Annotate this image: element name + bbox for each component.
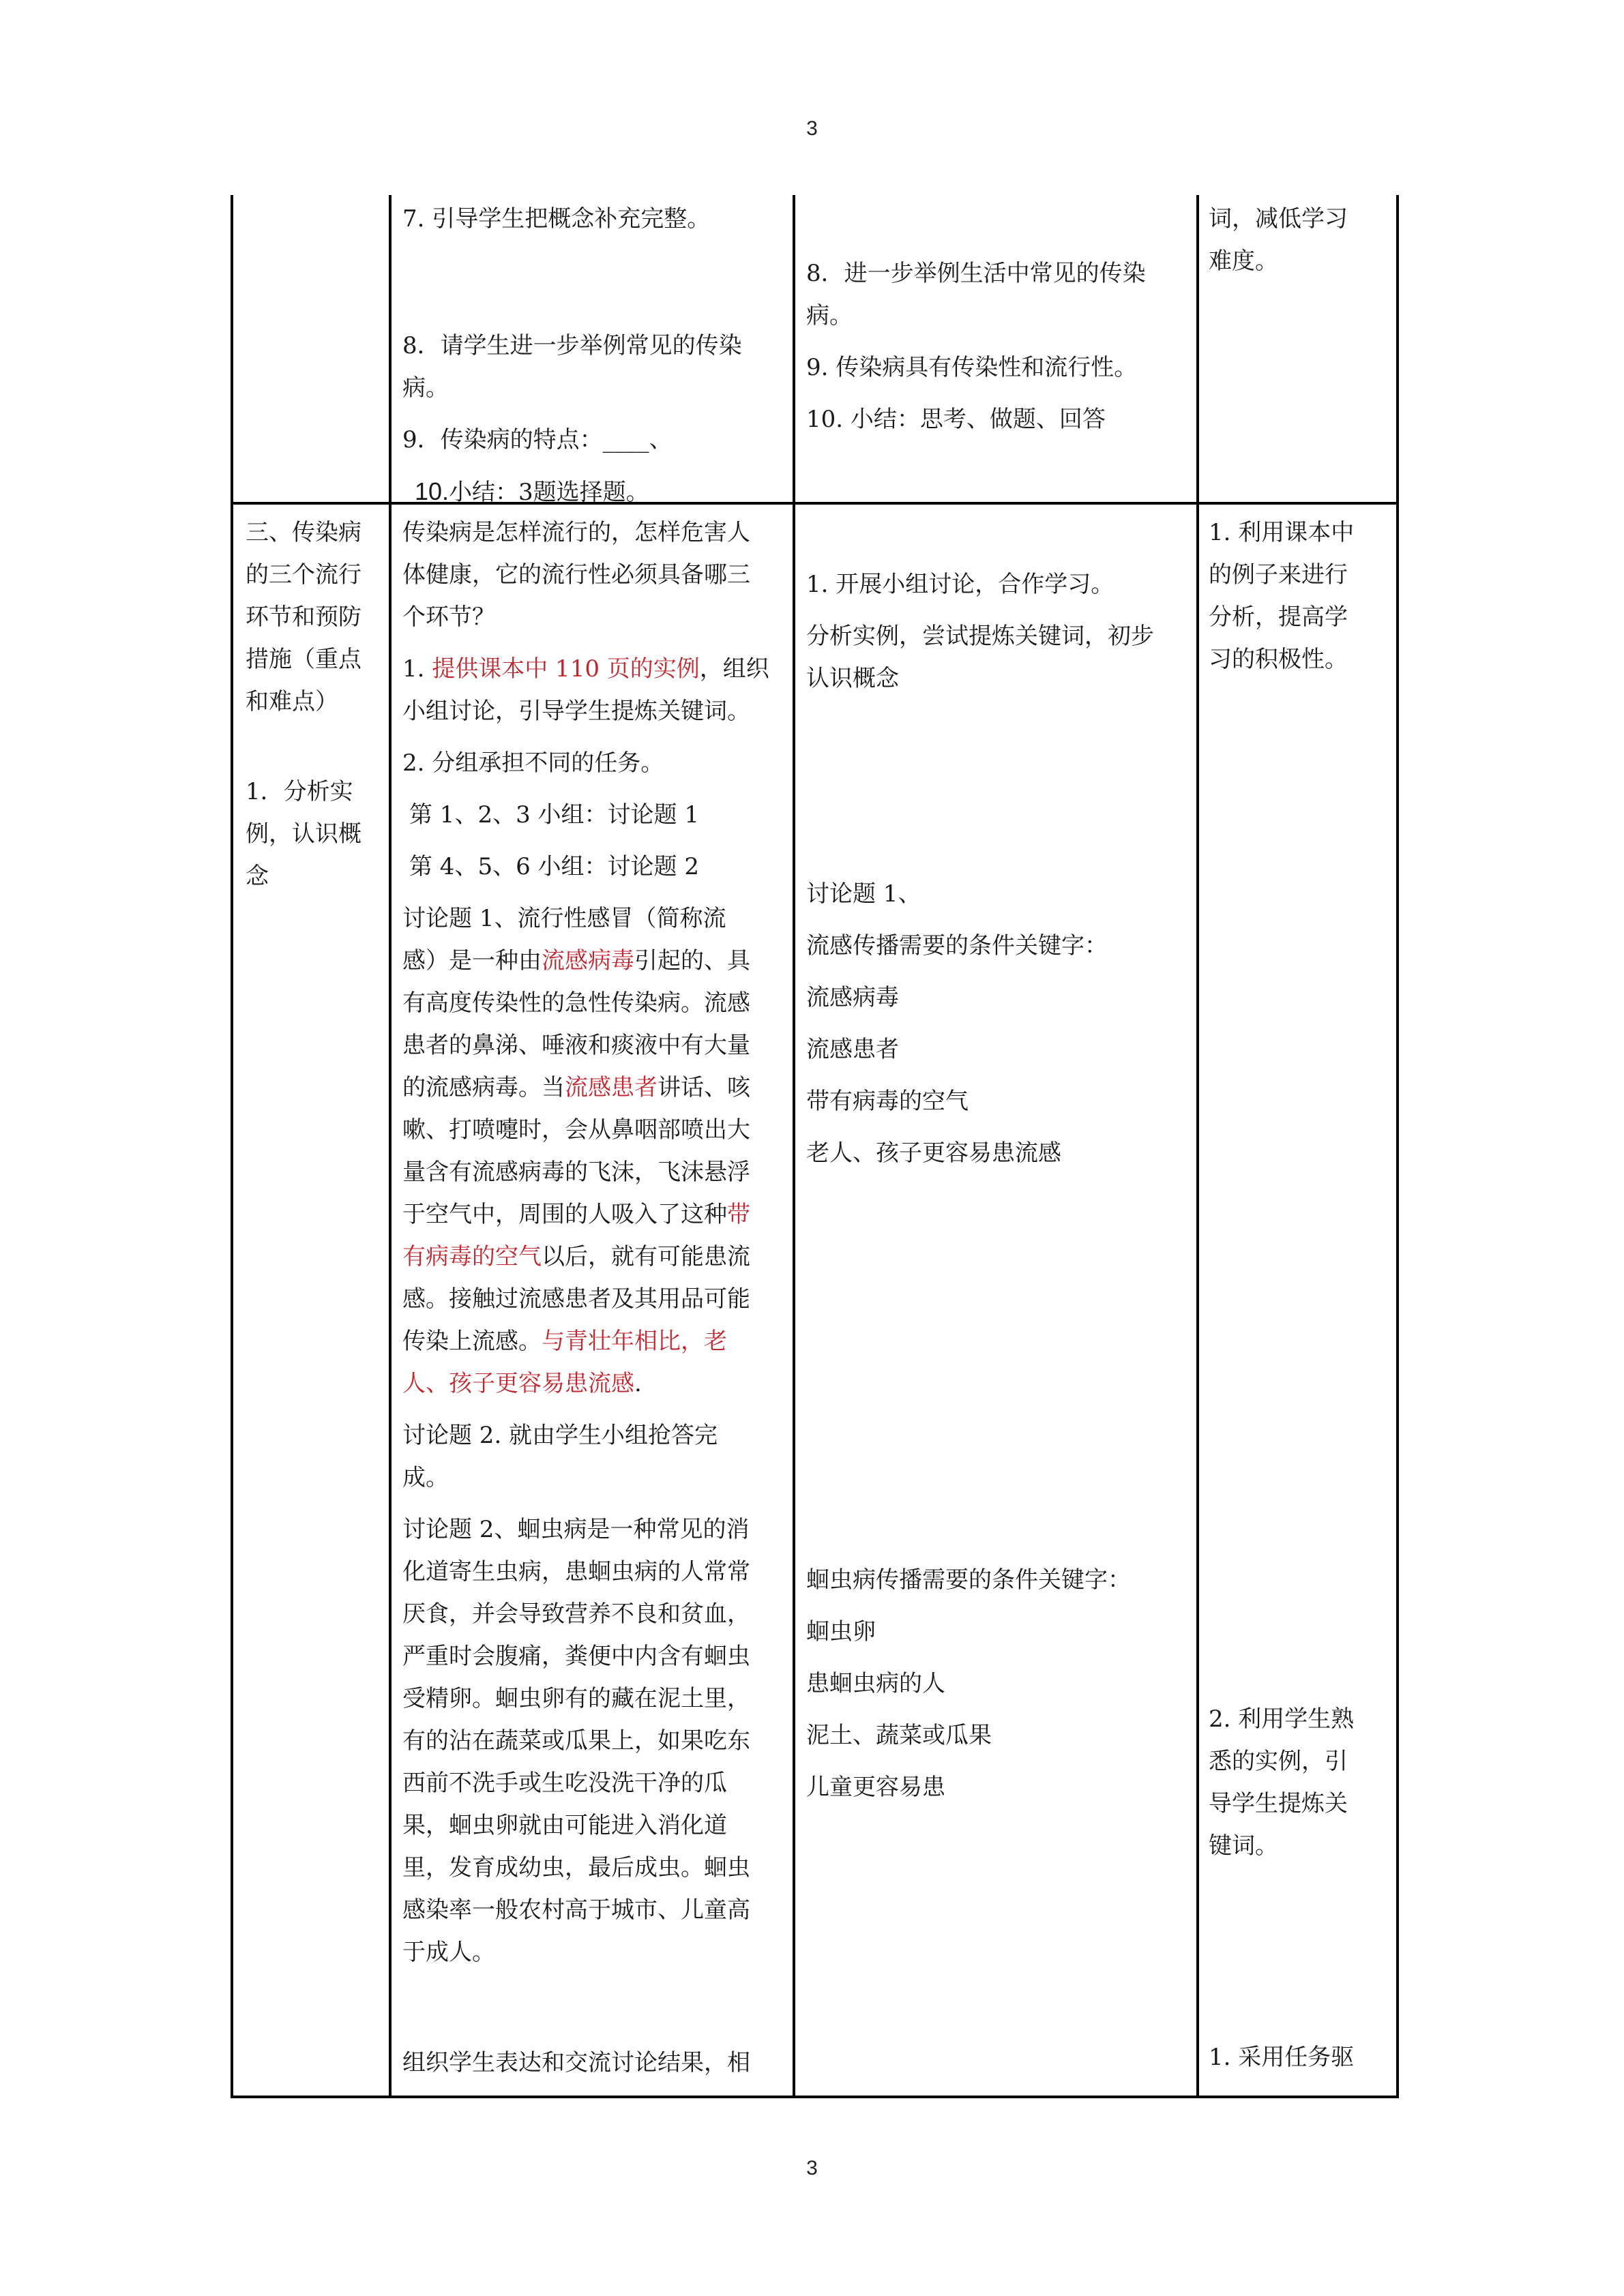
highlight-text: 带	[727, 1201, 750, 1228]
row2-student-cell-a	[806, 563, 1188, 700]
row2-intent-cell-b	[1209, 1698, 1393, 1867]
highlight-text: 与青壮年相比，老	[542, 1328, 727, 1355]
text-line: 习的积极性。	[1209, 646, 1348, 673]
text-line	[402, 1362, 784, 1405]
section-title-line: 的三个流行	[246, 561, 361, 588]
row2-intent-cell-c	[1209, 2036, 1393, 2078]
row2-student-cell-b	[806, 873, 1188, 1174]
text-line: 组织学生表达和交流讨论结果，相	[402, 2049, 750, 2076]
text-line: 8．请学生进一步举例常见的传染	[402, 332, 742, 359]
text-line: 7. 引导学生把概念补充完整。	[402, 205, 711, 233]
text-line: 蛔虫卵	[806, 1618, 876, 1645]
text-line: 化道寄生虫病，患蛔虫病的人常常	[402, 1558, 750, 1585]
text-line: 带有病毒的空气	[806, 1088, 969, 1115]
row1-intent-cell	[1209, 198, 1393, 282]
text-line: 8．进一步举例生活中常见的传染	[806, 260, 1146, 287]
text-line: 小组讨论，引导学生提炼关键词。	[402, 698, 750, 725]
highlight-text: 人、孩子更容易患流感	[402, 1370, 634, 1397]
text-line: 个环节？	[402, 603, 495, 631]
text-line: 体健康，它的流行性必须具备哪三	[402, 561, 750, 588]
text-line: 病。	[806, 302, 853, 329]
highlight-text: 有病毒的空气	[402, 1243, 542, 1270]
table-divider-3	[1196, 195, 1199, 2098]
text-line	[402, 1236, 784, 1278]
text-line: 认识概念	[806, 665, 899, 692]
text-span: 传染上流感。	[402, 1328, 542, 1355]
item-text: 小结：3题选择题。	[449, 479, 649, 506]
text-line: 嗽、打喷嚏时，会从鼻咽部喷出大	[402, 1116, 750, 1144]
section-title-line: 环节和预防	[246, 603, 361, 631]
text-line: 难度。	[1209, 248, 1278, 275]
text-line: 讨论题 2. 就由学生小组抢答完	[402, 1422, 718, 1449]
text-line: 导学生提炼关	[1209, 1790, 1348, 1817]
text-line: 分析，提高学	[1209, 603, 1348, 631]
text-line: 9．传染病的特点：____、	[402, 426, 673, 453]
subsection-line: 1．分析实	[246, 778, 353, 805]
text-line: 2. 分组承担不同的任务。	[402, 749, 664, 777]
text-line	[402, 648, 784, 690]
table-border-right	[1396, 195, 1399, 2098]
text-span: 感）是一种由	[402, 947, 542, 974]
section-title-line: 三、传染病	[246, 519, 361, 546]
highlight-text: 流感患者	[565, 1074, 658, 1101]
text-span: 引起的、具	[634, 947, 750, 974]
text-span: 于空气中，周围的人吸入了这种	[402, 1201, 727, 1228]
text-line: 流感病毒	[806, 984, 899, 1011]
text-line	[402, 471, 784, 513]
section-title-line: 和难点）	[246, 688, 338, 715]
text-line: 成。	[402, 1464, 449, 1491]
text-line: 讨论题 2、蛔虫病是一种常见的消	[402, 1516, 750, 1543]
row2-student-cell-c	[806, 1559, 1188, 1808]
text-line	[402, 1320, 784, 1362]
text-line: 词，减低学习	[1209, 205, 1348, 233]
row1-student-cell	[806, 252, 1188, 441]
text-line: 1. 采用任务驱	[1209, 2044, 1355, 2071]
text-line: 分析实例，尝试提炼关键词，初步	[806, 623, 1154, 650]
text-line: 传染病是怎样流行的，怎样危害人	[402, 519, 750, 546]
table-divider-1	[389, 195, 392, 2098]
text-line: 讨论题 1、	[806, 880, 921, 908]
text-line: 果，蛔虫卵就由可能进入消化道	[402, 1812, 727, 1839]
text-line: 泥土、蔬菜或瓜果	[806, 1722, 992, 1749]
table-border-left	[231, 195, 233, 2098]
text-line: 西前不洗手或生吃没洗干净的瓜	[402, 1770, 727, 1797]
text-line: 病。	[402, 374, 449, 402]
page-number-bottom: 3	[806, 2157, 818, 2179]
text-line: 第 1、2、3 小组：讨论题 1	[409, 801, 699, 829]
text-line	[402, 1067, 784, 1109]
table-divider-2	[793, 195, 795, 2098]
text-line: 量含有流感病毒的飞沫，飞沫悬浮	[402, 1159, 750, 1186]
subsection-line: 念	[246, 863, 269, 890]
row2-section-cell	[246, 511, 385, 897]
highlight-text: 提供课本中 110 页的实例	[432, 655, 700, 683]
text-line: 2. 利用学生熟	[1209, 1705, 1355, 1733]
text-line: 严重时会腹痛，粪便中内含有蛔虫	[402, 1643, 750, 1670]
text-line: 厌食，并会导致营养不良和贫血，	[402, 1600, 750, 1628]
table-border-bottom	[231, 2096, 1399, 2098]
text-span: 讲话、咳	[658, 1074, 750, 1101]
text-line: 流感传播需要的条件关键字：	[806, 932, 1108, 959]
text-span: 以后，就有可能患流	[542, 1243, 750, 1270]
text-line: 里，发育成幼虫，最后成虫。蛔虫	[402, 1854, 750, 1881]
item-number: 1.	[402, 655, 432, 683]
text-line: 10. 小结：思考、做题、回答	[806, 406, 1106, 433]
text-line: 键词。	[1209, 1832, 1278, 1860]
row2-intent-cell-a	[1209, 511, 1393, 681]
item-number: 10.	[415, 477, 449, 505]
text-line: 讨论题 1、流行性感冒（简称流	[402, 905, 726, 932]
section-title-line: 措施（重点	[246, 646, 361, 673]
row1-teacher-cell	[402, 198, 784, 513]
row2-teacher-cell	[402, 511, 784, 2084]
text-line: 第 4、5、6 小组：讨论题 2	[409, 853, 699, 880]
text-span: .	[634, 1370, 642, 1397]
text-line: 感。接触过流感患者及其用品可能	[402, 1285, 750, 1313]
text-line: 蛔虫病传播需要的条件关键字：	[806, 1566, 1131, 1594]
text-line: 儿童更容易患	[806, 1774, 945, 1801]
text-line: 受精卵。蛔虫卵有的藏在泥土里，	[402, 1685, 750, 1712]
text-line: 1. 开展小组讨论，合作学习。	[806, 571, 1114, 598]
text-line: 感染率一般农村高于城市、儿童高	[402, 1896, 750, 1924]
text-line: 老人、孩子更容易患流感	[806, 1139, 1061, 1167]
subsection-line: 例，认识概	[246, 820, 361, 848]
text-line: 于成人。	[402, 1939, 495, 1966]
text-line: 流感患者	[806, 1036, 899, 1063]
page-number-top: 3	[806, 117, 818, 140]
text-line: 9. 传染病具有传染性和流行性。	[806, 354, 1138, 381]
text-span: 的流感病毒。当	[402, 1074, 565, 1101]
text-line: 有高度传染性的急性传染病。流感	[402, 989, 750, 1017]
text-line: 的例子来进行	[1209, 561, 1348, 588]
text-line	[402, 940, 784, 982]
text-line: 患蛔虫病的人	[806, 1670, 945, 1697]
highlight-text: 流感病毒	[542, 947, 634, 974]
text-line: 悉的实例，引	[1209, 1748, 1348, 1775]
text-span: ，组织	[699, 655, 769, 683]
text-line: 患者的鼻涕、唾液和痰液中有大量	[402, 1032, 750, 1059]
text-line	[402, 1193, 784, 1236]
text-line: 1. 利用课本中	[1209, 519, 1355, 546]
text-line: 有的沾在蔬菜或瓜果上，如果吃东	[402, 1727, 750, 1755]
